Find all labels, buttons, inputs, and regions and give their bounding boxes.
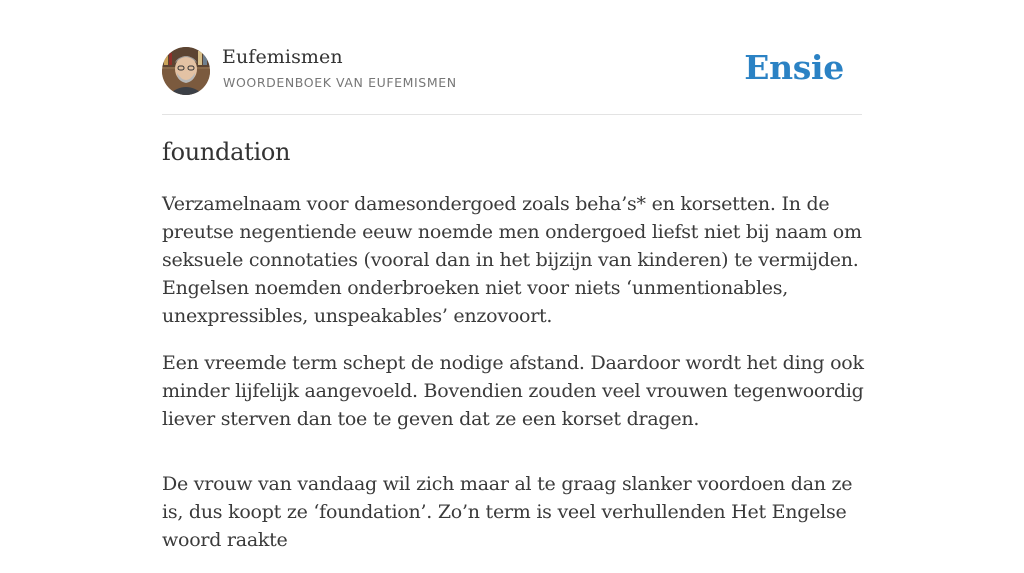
entry-paragraph: De vrouw van vandaag wil zich maar al te graag slanker voordoen dan ze is, dus koopt ze ‘foundation’. Zo’n term is veel verhullenden Het Engelse woord raakte: [162, 473, 853, 551]
author-name[interactable]: Eufemismen: [222, 46, 343, 68]
entry-paragraph: Een vreemde term schept de nodige afstand. Daardoor wordt het ding ook minder lijfelijk aangevoeld. Bovendien zouden veel vrouwen tegenwoordig liever sterven dan toe te geven dat ze een korset dragen.: [162, 352, 864, 430]
dictionary-name[interactable]: WOORDENBOEK VAN EUFEMISMEN: [223, 75, 457, 90]
page-container: [162, 0, 864, 551]
entry-title: foundation: [162, 138, 291, 166]
header: [162, 0, 862, 115]
entry-paragraph: Verzamelnaam voor damesondergoed zoals beha’s* en korsetten. In de preutse negentiende eeuw noemde men ondergoed liefst niet bij naam om seksuele connotaties (vooral dan in het bijzijn van kinderen) te vermijden. Engelsen noemden onderbroeken niet voor niets ‘unmentionables, unexpressibles, unspeakables’ enzovoort.: [162, 193, 862, 327]
author-portrait-icon: [162, 47, 210, 95]
entry-body: [162, 190, 874, 573]
avatar[interactable]: [162, 47, 210, 95]
brand-logo[interactable]: Ensie: [744, 48, 844, 87]
